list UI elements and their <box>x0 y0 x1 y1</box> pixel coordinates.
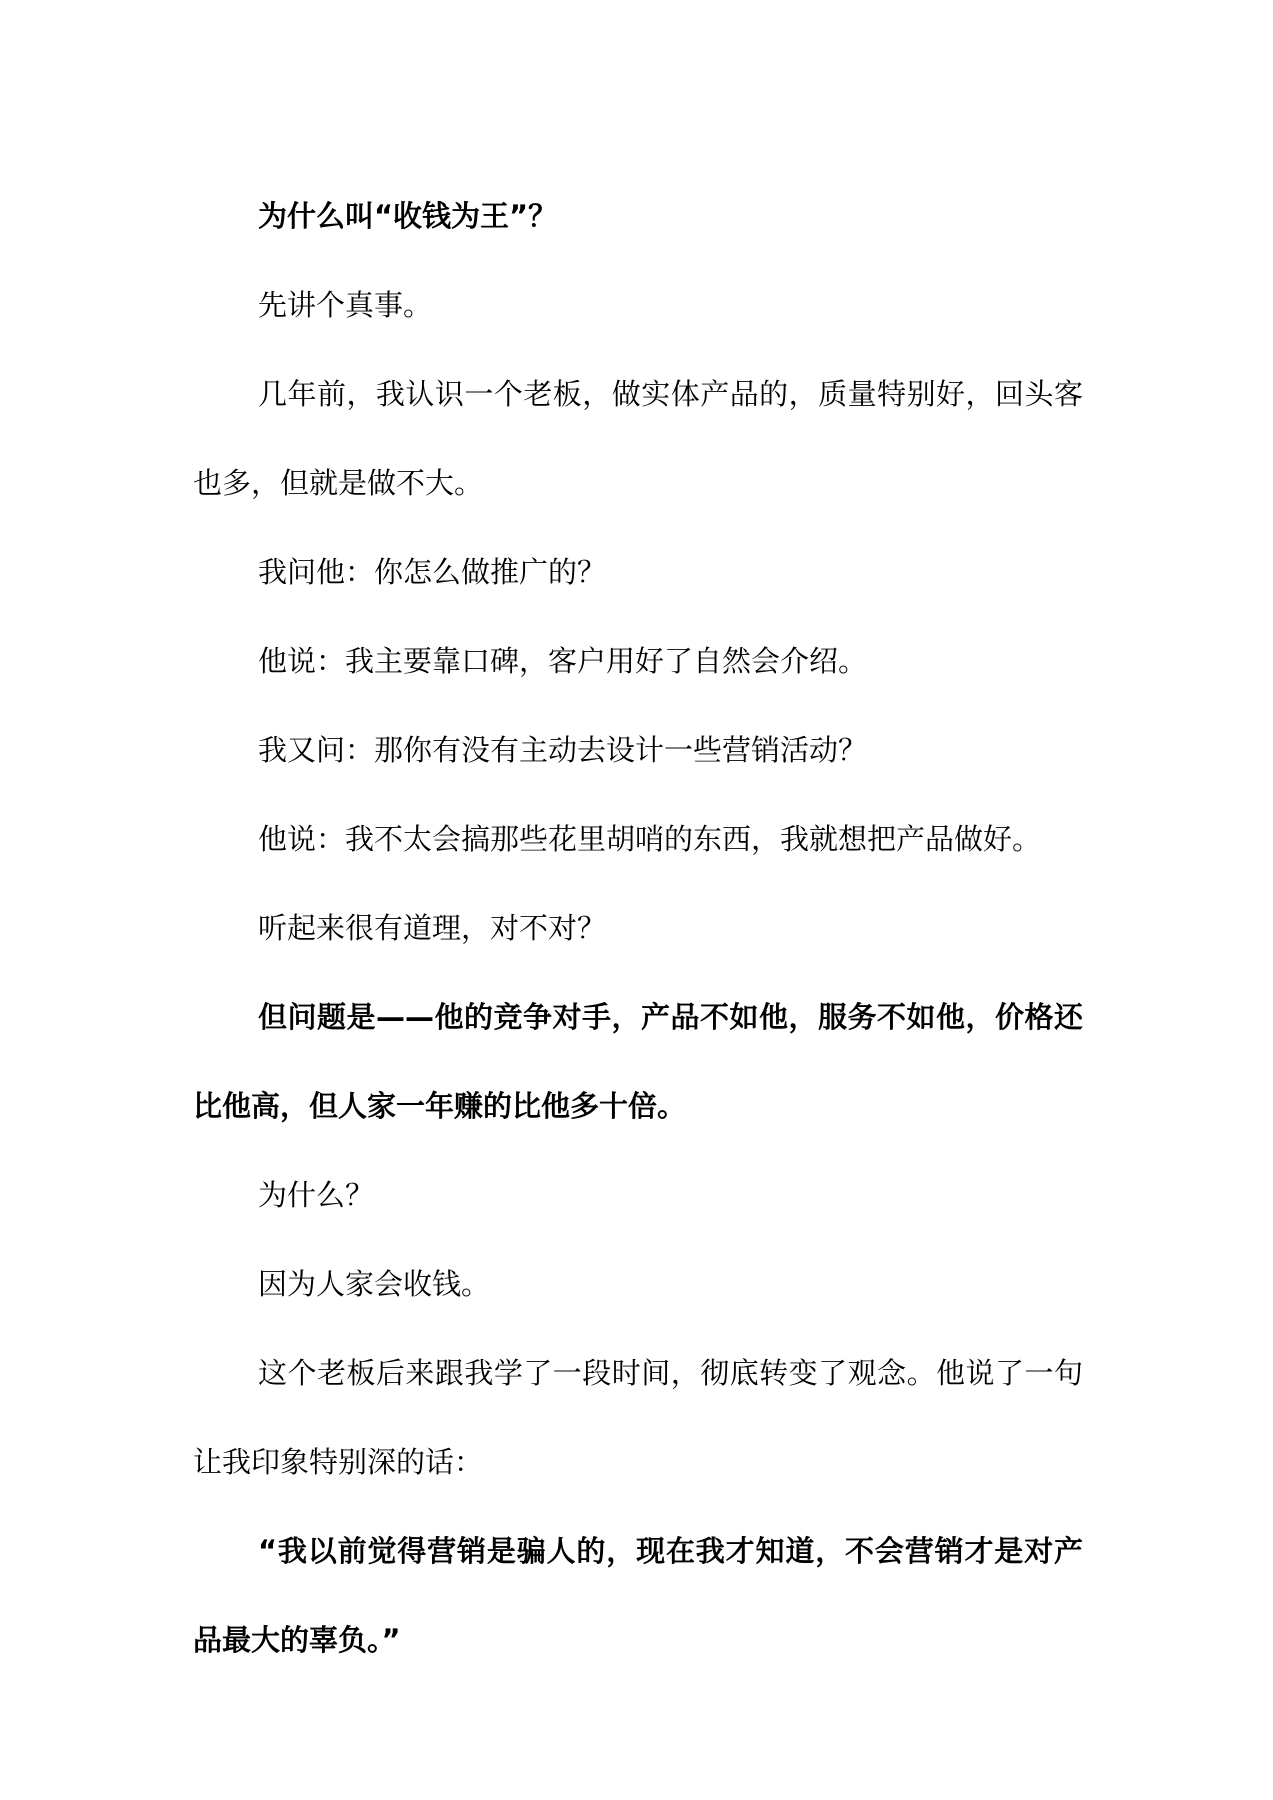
paragraph: 这个老板后来跟我学了一段时间，彻底转变了观念。他说了一句让我印象特别深的话： <box>193 1356 1083 1479</box>
paragraph: 他说：我主要靠口碑，客户用好了自然会介绍。 <box>258 644 868 678</box>
document-body <box>193 172 1083 1685</box>
emphasis-paragraph: 但问题是——他的竞争对手，产品不如他，服务不如他，价格还比他高，但人家一年赚的比他多十倍。 <box>193 1000 1083 1123</box>
paragraph: 他说：我不太会搞那些花里胡哨的东西，我就想把产品做好。 <box>258 822 1042 856</box>
paragraph: 因为人家会收钱。 <box>258 1267 491 1301</box>
paragraph: 先讲个真事。 <box>258 288 433 322</box>
paragraph: 几年前，我认识一个老板，做实体产品的，质量特别好，回头客也多，但就是做不大。 <box>193 377 1083 500</box>
paragraph: 我又问：那你有没有主动去设计一些营销活动？ <box>258 733 868 767</box>
paragraph: 听起来很有道理，对不对？ <box>258 911 607 945</box>
paragraph: 为什么？ <box>258 1178 375 1212</box>
quote-paragraph: “我以前觉得营销是骗人的，现在我才知道，不会营销才是对产品最大的辜负。” <box>193 1534 1083 1657</box>
paragraph: 我问他：你怎么做推广的？ <box>258 555 607 589</box>
section-title: 为什么叫“收钱为王”？ <box>258 199 558 233</box>
